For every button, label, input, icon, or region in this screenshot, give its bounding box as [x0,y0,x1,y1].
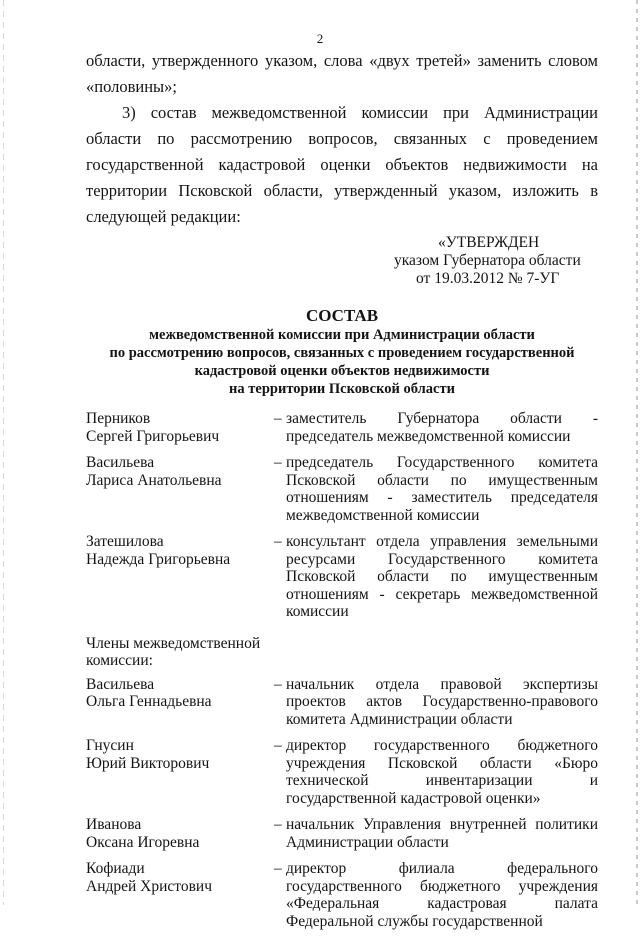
member-role: начальник Управления внутренней политики Администрации области [286,816,598,851]
member-row [86,816,598,851]
dash-separator: – [274,410,282,427]
member-given-name: Юрий Викторович [86,754,210,772]
scan-edge-right [636,0,638,905]
member-given-name: Оксана Игоревна [86,833,200,851]
member-name [86,533,274,621]
approval-stamp [394,234,599,288]
heading-line: межведомственной комиссии при Администрации области [149,327,535,343]
composition-heading [86,306,598,398]
leader-row-chair [86,410,598,445]
member-name [86,737,274,807]
heading-line: на территории Псковской области [229,381,455,397]
member-role: директор государственного бюджетного учреждения Псковской области «Бюро технической инвентаризации и государственной кадастровой оценки» [286,737,598,807]
paragraph-item-3: 3) состав межведомственной комиссии при Администрации области по рассмотрению вопросов, связанных с проведением государственной кадастровой оценки объектов недвижимости на территории Псковской области, утвержденный указом, изложить в следующей редакции: [86,103,598,226]
approval-line-approved: «УТВЕРЖДЕН [438,234,540,251]
member-surname: Васильева [86,454,155,471]
heading-line: кадастровой оценки объектов недвижимости [194,363,490,379]
dash-separator: – [274,533,282,550]
member-name [86,410,274,445]
page-number: 2 [316,31,324,46]
members-label: Члены межведомственной комиссии: [86,634,261,669]
approval-line-decree: указом Губернатора области [394,252,581,269]
approval-line-date: от 19.03.2012 № 7-УГ [416,270,560,287]
member-role: заместитель Губернатора области - председатель межведомственной комиссии [286,410,598,445]
member-name [86,676,274,729]
member-surname: Затешилова [86,533,164,550]
heading-title: СОСТАВ [305,306,379,325]
dash-separator: – [274,737,282,754]
member-given-name: Ольга Геннадьевна [86,693,212,710]
member-name [86,816,274,851]
member-surname: Васильева [86,675,155,693]
dash-separator: – [274,816,282,833]
member-surname: Кофиади [86,860,145,877]
member-row [86,676,598,729]
member-name [86,454,274,524]
member-surname: Иванова [86,816,142,833]
leader-row-deputy [86,454,598,524]
member-given-name: Надежда Григорьевна [86,550,231,568]
member-role: председатель Государственного комитета Псковской области по имущественным отношениям - заместитель председателя межведомственной комиссии [286,454,598,524]
member-row [86,737,598,807]
dash-separator: – [274,454,282,471]
commission-list [86,410,598,930]
heading-line: по рассмотрению вопросов, связанных с проведением государственной [109,345,575,361]
member-row [86,860,598,930]
member-role: начальник отдела правовой экспертизы проектов актов Государственно-правового комитета Администрации области [286,675,598,728]
dash-separator: – [274,675,282,693]
scan-edge-left [3,0,4,905]
member-role: консультант отдела управления земельными ресурсами Государственного комитета Псковской области по имущественным отношениям - секретарь межведомственной комиссии [286,533,598,620]
paragraph-continuation: области, утвержденного указом, слова «двух третей» заменить словом «половины»; [86,51,598,96]
dash-separator: – [274,860,282,877]
leader-row-secretary [86,533,598,621]
member-surname: Перников [86,410,151,427]
member-given-name: Сергей Григорьевич [86,427,220,445]
member-given-name: Лариса Анатольевна [86,471,222,489]
member-surname: Гнусин [86,737,134,754]
member-name [86,860,274,930]
member-role: директор филиала федерального государственного бюджетного учреждения «Федеральная кадастровая палата Федеральной службы государственной [286,860,598,930]
member-given-name: Андрей Христович [86,877,213,895]
document-body [86,48,598,939]
